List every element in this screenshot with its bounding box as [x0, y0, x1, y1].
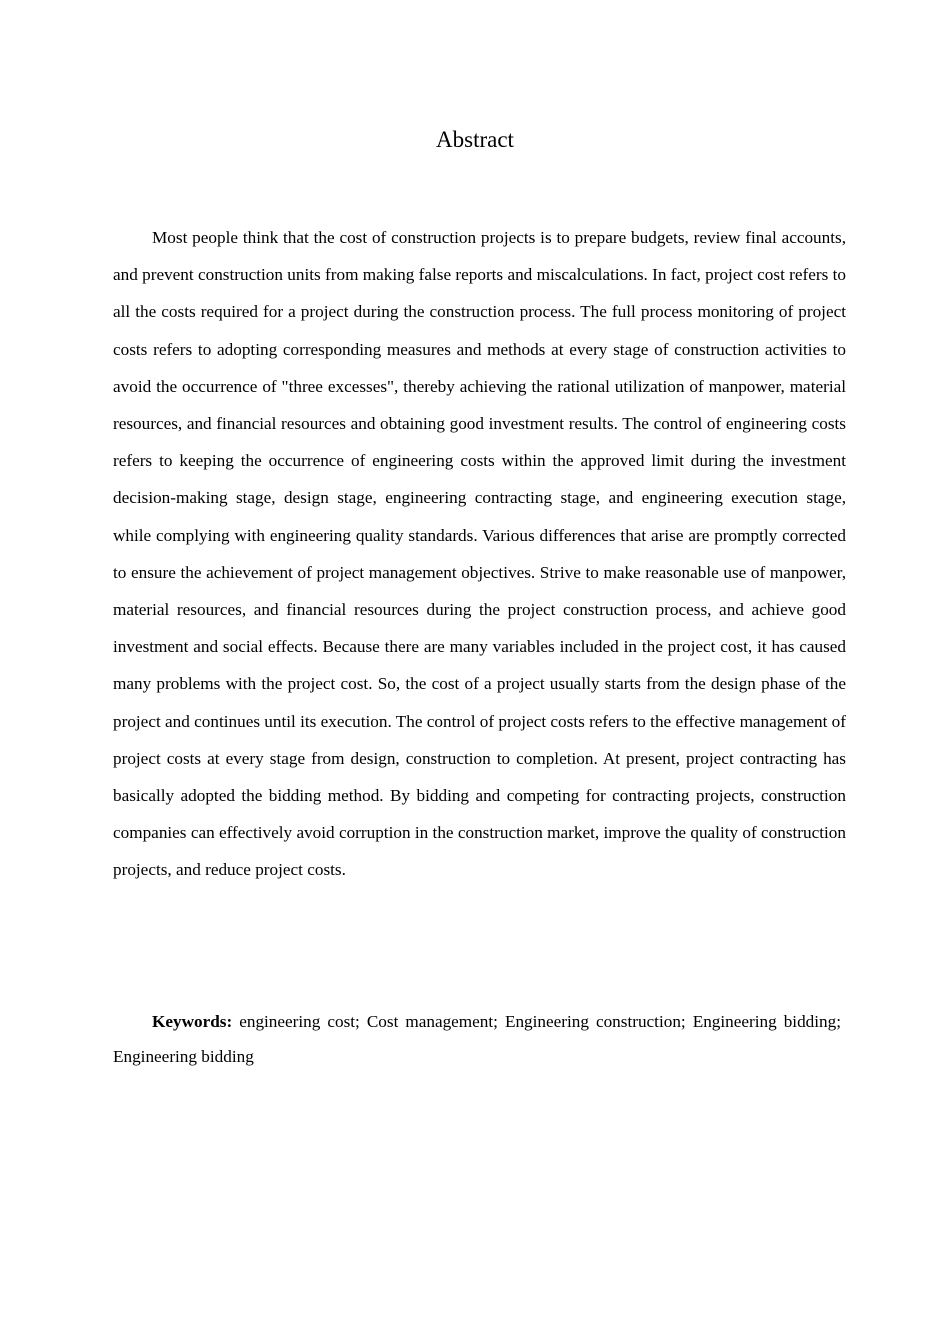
keywords-label: Keywords:: [152, 1012, 233, 1031]
keywords-paragraph: [113, 1005, 841, 1074]
keywords-text: engineering cost; Cost management; Engineering construction; Engineering bidding; Engineering bidding: [113, 1012, 842, 1066]
abstract-paragraph: Most people think that the cost of construction projects is to prepare budgets, review final accounts, and prevent construction units from making false reports and miscalculations. In fact, project cost refers to all the costs required for a project during the construction process. The full process monitoring of project costs refers to adopting corresponding measures and methods at every stage of construction activities to avoid the occurrence of "three excesses", thereby achieving the rational utilization of manpower, material resources, and financial resources and obtaining good investment results. The control of engineering costs refers to keeping the occurrence of engineering costs within the approved limit during the investment decision-making stage, design stage, engineering contracting stage, and engineering execution stage, while complying with engineering quality standards. Various differences that arise are promptly corrected to ensure the achievement of project management objectives. Strive to make reasonable use of manpower, material resources, and financial resources during the project construction process, and achieve good investment and social effects. Because there are many variables included in the project cost, it has caused many problems with the project cost. So, the cost of a project usually starts from the design phase of the project and continues until its execution. The control of project costs refers to the effective management of project costs at every stage from design, construction to completion. At present, project contracting has basically adopted the bidding method. By bidding and competing for contracting projects, construction companies can effectively avoid corruption in the construction market, improve the quality of construction projects, and reduce project costs.: [113, 228, 846, 880]
page-title: Abstract: [436, 127, 514, 152]
